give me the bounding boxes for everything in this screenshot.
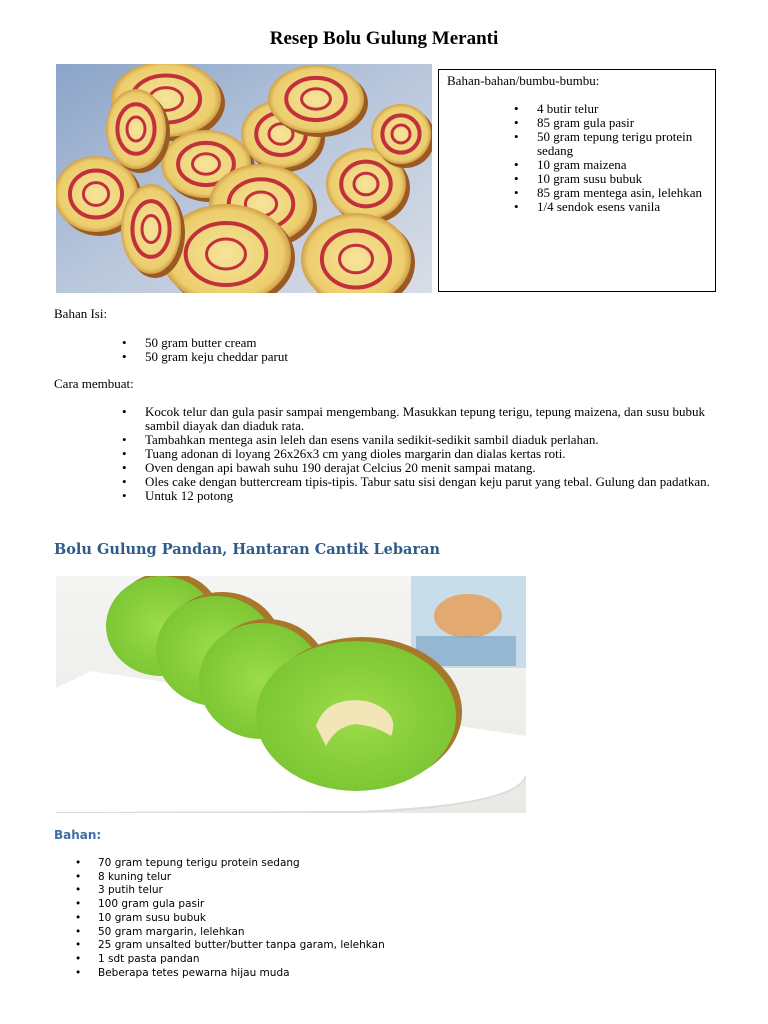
pandan-ingredient-item: • Beberapa tetes pewarna hijau muda — [98, 967, 598, 981]
method-step: • Tuang adonan di loyang 26x26x3 cm yang dioles margarin dan dialas kertas roti. — [145, 447, 720, 461]
ingredients-list — [439, 102, 709, 214]
pandan-ingredients-list — [98, 857, 598, 980]
ingredient-item: • 10 gram maizena — [537, 158, 709, 172]
pandan-ingredient-item: • 1 sdt pasta pandan — [98, 953, 598, 967]
method-step: • Oven dengan api bawah suhu 190 derajat Celcius 20 menit sampai matang. — [145, 461, 720, 475]
pandan-ingredient-item: • 8 kuning telur — [98, 871, 598, 885]
pandan-ingredient-item: • 100 gram gula pasir — [98, 898, 598, 912]
pandan-ingredient-item: • 25 gram unsalted butter/butter tanpa garam, lelehkan — [98, 939, 598, 953]
ingredient-item: • 85 gram mentega asin, lelehkan — [537, 186, 709, 200]
ingredient-item: • 85 gram gula pasir — [537, 116, 709, 130]
filling-label: Bahan Isi: — [54, 306, 108, 321]
pandan-ingredient-item: • 3 putih telur — [98, 884, 598, 898]
method-step: • Oles cake dengan buttercream tipis-tipis. Tabur satu sisi dengan keju parut yang tebal. Gulung dan padatkan. — [145, 475, 720, 489]
document-title: Resep Bolu Gulung Meranti — [269, 28, 499, 49]
bolu-meranti-photo — [56, 64, 432, 293]
filling-item: • 50 gram keju cheddar parut — [145, 350, 705, 364]
ingredients-box — [438, 69, 716, 292]
method-label: Cara membuat: — [54, 376, 134, 391]
ingredient-item: • 4 butir telur — [537, 102, 709, 116]
ingredients-heading: Bahan-bahan/bumbu-bumbu: — [447, 73, 600, 88]
bolu-pandan-photo — [56, 576, 526, 813]
pandan-section-heading: Bolu Gulung Pandan, Hantaran Cantik Lebaran — [54, 541, 441, 558]
method-step: • Kocok telur dan gula pasir sampai mengembang. Masukkan tepung terigu, tepung maizena, dan susu bubuk sambil diayak dan diaduk rata. — [145, 405, 720, 433]
pandan-ingredient-item: • 50 gram margarin, lelehkan — [98, 926, 598, 940]
ingredient-item: • 50 gram tepung terigu protein sedang — [537, 130, 709, 158]
ingredient-item: • 1/4 sendok esens vanila — [537, 200, 709, 214]
method-step: • Tambahkan mentega asin leleh dan esens vanila sedikit-sedikit sambil diaduk perlahan. — [145, 433, 720, 447]
pandan-ingredients-label: Bahan: — [54, 828, 102, 842]
filling-item: • 50 gram butter cream — [145, 336, 705, 350]
filling-list — [145, 336, 705, 364]
pandan-ingredient-item: • 10 gram susu bubuk — [98, 912, 598, 926]
method-list — [145, 405, 720, 503]
pandan-ingredient-item: • 70 gram tepung terigu protein sedang — [98, 857, 598, 871]
method-step: • Untuk 12 potong — [145, 489, 720, 503]
ingredient-item: • 10 gram susu bubuk — [537, 172, 709, 186]
